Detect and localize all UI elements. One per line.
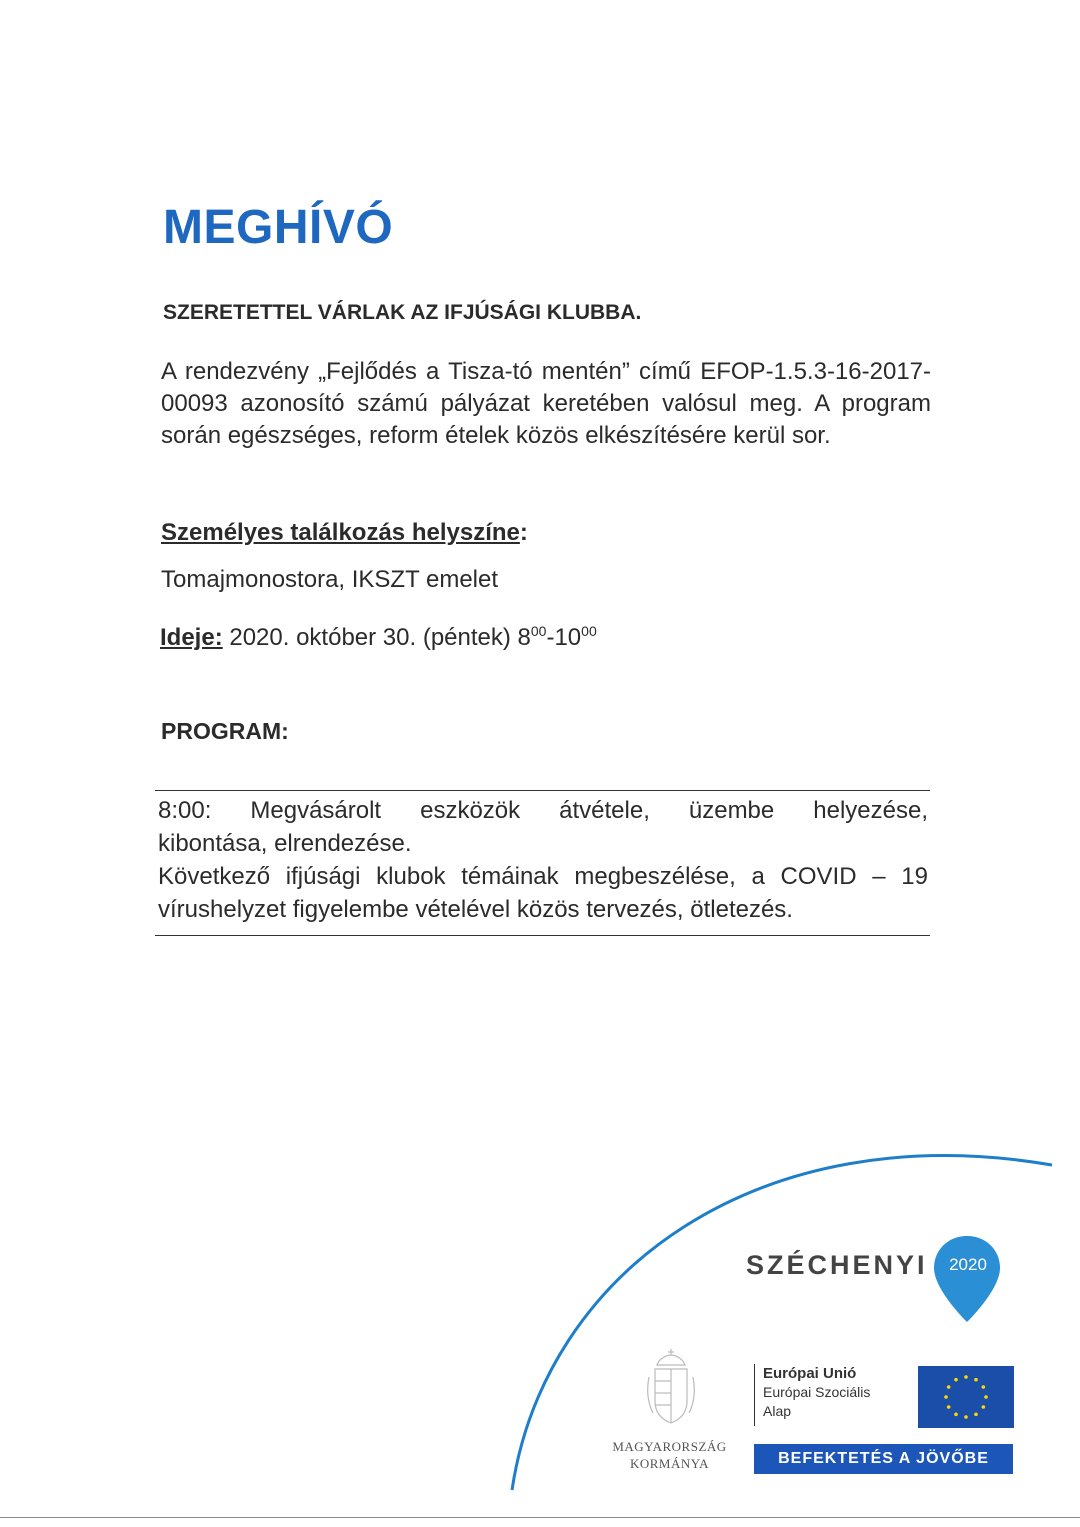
government-logo-text: [597, 1438, 742, 1472]
invitation-subtitle: SZERETETTEL VÁRLAK AZ IFJÚSÁGI KLUBBA.: [163, 301, 642, 324]
eu-star: [982, 1405, 986, 1409]
venue-colon: :: [519, 519, 528, 546]
eu-star: [964, 1375, 968, 1379]
eu-star: [964, 1415, 968, 1419]
eu-line-2: Európai Szociális: [763, 1384, 871, 1400]
gov-line-2: KORMÁNYA: [629, 1456, 710, 1471]
location-pin-icon: [930, 1232, 1004, 1327]
date-dash: -10: [546, 624, 582, 651]
program-item-1-line-2: kibontása, elrendezése.: [158, 830, 412, 857]
eu-star: [954, 1378, 958, 1382]
eu-text-block: [763, 1364, 870, 1421]
program-heading: PROGRAM:: [161, 718, 289, 744]
date-label: Ideje:: [160, 624, 223, 651]
date-start-minutes: 00: [530, 623, 547, 639]
eu-star: [984, 1395, 988, 1399]
intro-paragraph: A rendezvény „Fejlődés a Tisza-tó mentén” című EFOP-1.5.3-16-2017-00093 azonosító számú pályázat keretében valósul meg. A program során egészséges, reform ételek közös elkészítésére kerül sor.: [161, 358, 931, 449]
invest-banner: BEFEKTETÉS A JÖVŐBE: [754, 1444, 1013, 1474]
page-title: MEGHÍVÓ: [163, 201, 394, 254]
venue-label: Személyes találkozás helyszíne: [161, 519, 520, 546]
eu-flag-icon: [918, 1366, 1014, 1428]
szechenyi-year: 2020: [949, 1255, 987, 1274]
date-end-minutes: 00: [581, 623, 597, 639]
eu-divider: [754, 1364, 755, 1426]
program-item-2-line-2: vírushelyzet figyelembe vételével közös tervezés, ötletezés.: [158, 896, 793, 923]
venue-text: Tomajmonostora, IKSZT emelet: [161, 566, 499, 593]
eu-star: [947, 1385, 951, 1389]
gov-line-1: MAGYARORSZÁG: [612, 1439, 727, 1454]
hungarian-crest-icon: [645, 1347, 697, 1429]
eu-star: [954, 1413, 958, 1417]
eu-star: [947, 1405, 951, 1409]
eu-star: [944, 1395, 948, 1399]
program-item-1-line-1: 8:00: Megvásárolt eszközök átvétele, üzembe helyezése,: [158, 797, 928, 824]
eu-line-1: Európai Unió: [763, 1365, 857, 1382]
eu-star: [974, 1378, 978, 1382]
page-bottom-edge: [0, 1517, 1080, 1518]
szechenyi-logo-text: SZÉCHENYI: [746, 1250, 928, 1280]
date-text: 2020. október 30. (péntek) 8: [222, 624, 531, 651]
eu-line-3: Alap: [763, 1403, 792, 1419]
eu-star: [982, 1385, 986, 1389]
program-item-2-line-1: Következő ifjúsági klubok témáinak megbeszélése, a COVID – 19: [158, 863, 928, 890]
eu-star: [974, 1413, 978, 1417]
